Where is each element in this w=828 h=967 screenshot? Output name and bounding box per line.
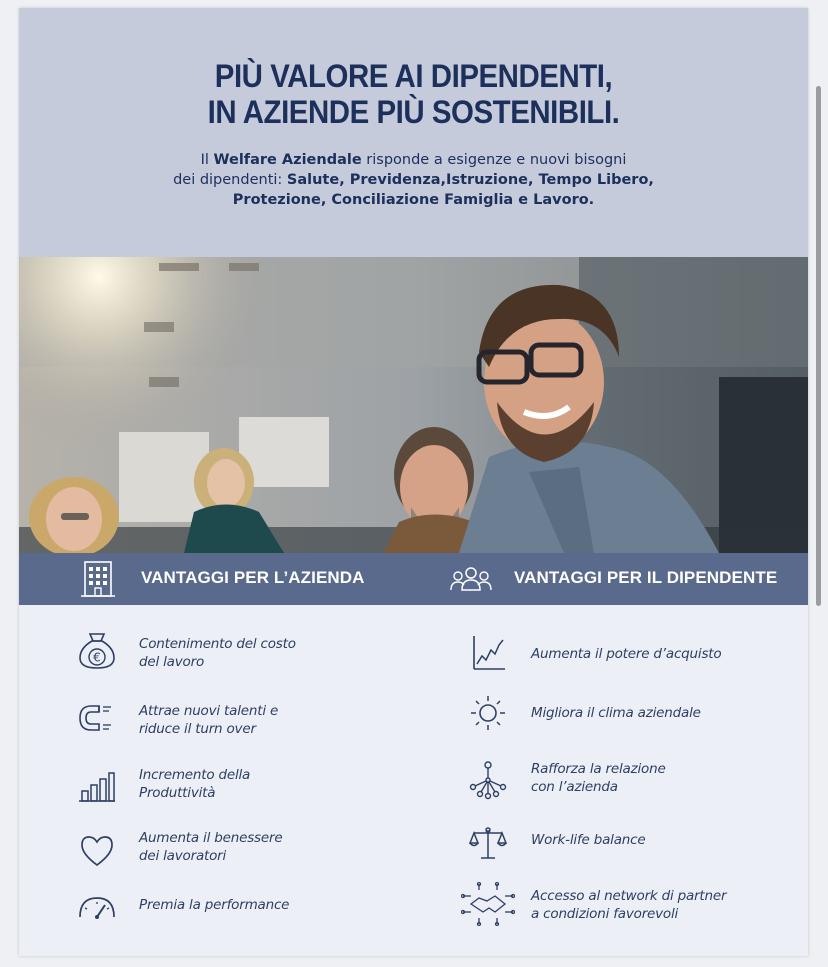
benefit-label: Aumenta il benessere [139, 830, 283, 846]
intro-text [19, 150, 808, 210]
line-chart-icon [471, 634, 507, 672]
company-benefit-item [139, 702, 278, 738]
benefits-header-band [19, 553, 808, 605]
benefit-label: Produttività [139, 785, 216, 801]
svg-text:€: € [93, 650, 101, 665]
benefit-label: con l’azienda [531, 779, 618, 795]
team-photo [19, 257, 808, 553]
intro-highlight: Salute, Previdenza,Istruzione, Tempo Libero, [286, 172, 654, 188]
bar-chart-icon [77, 770, 117, 804]
intro-text-part: risponde a esigenze e nuovi bisogni [361, 152, 627, 168]
benefit-label: Accesso al network di partner [531, 888, 727, 904]
employee-benefit-item [531, 887, 726, 923]
headline-line-2: IN AZIENDE PIÙ SOSTENIBILI. [207, 94, 620, 130]
magnet-icon [77, 702, 117, 734]
intro-text-part: Il [200, 152, 214, 168]
company-benefit-item [139, 766, 250, 802]
employee-benefit-item [531, 704, 701, 722]
header-section [19, 8, 808, 257]
headline-line-1: PIÙ VALORE AI DIPENDENTI, [214, 58, 613, 94]
network-icon [469, 760, 507, 800]
benefit-label: Migliora il clima aziendale [531, 705, 701, 721]
company-benefit-item [139, 896, 289, 914]
employee-benefits-title: VANTAGGI PER IL DIPENDENTE [514, 568, 778, 587]
employee-benefit-item [531, 831, 645, 849]
scale-icon [469, 826, 507, 862]
benefit-label: dei lavoratori [139, 848, 227, 864]
benefit-label: Contenimento del costo [139, 636, 296, 652]
company-benefits-title: VANTAGGI PER L’AZIENDA [141, 568, 365, 587]
benefit-label: a condizioni favorevoli [531, 906, 679, 922]
benefit-label: Attrae nuovi talenti e [139, 703, 279, 719]
benefit-label: Incremento della [139, 767, 251, 783]
gauge-icon [77, 894, 117, 920]
building-icon [79, 559, 117, 599]
benefit-label: Aumenta il potere d’acquisto [531, 646, 722, 662]
benefit-label: Rafforza la relazione [531, 761, 666, 777]
intro-text-part: dei dipendenti: [173, 172, 287, 188]
benefit-label: riduce il turn over [139, 721, 256, 737]
benefit-label: del lavoro [139, 654, 204, 670]
handshake-icon [461, 882, 515, 926]
euro-bag-icon [77, 630, 117, 672]
people-group-icon [449, 565, 493, 593]
intro-highlight: Welfare Aziendale [213, 152, 362, 168]
benefit-label: Premia la performance [139, 897, 290, 913]
page-scrollbar[interactable] [816, 86, 821, 606]
page-title [51, 58, 777, 130]
benefit-label: Work-life balance [531, 832, 646, 848]
heart-icon [79, 834, 115, 868]
employee-benefit-item [531, 760, 666, 796]
employee-benefit-item [531, 645, 721, 663]
sun-icon [469, 694, 507, 732]
welfare-card [19, 8, 808, 956]
company-benefit-item [139, 829, 282, 865]
intro-highlight: Protezione, Conciliazione Famiglia e Lavoro. [232, 192, 595, 208]
company-benefit-item [139, 635, 296, 671]
